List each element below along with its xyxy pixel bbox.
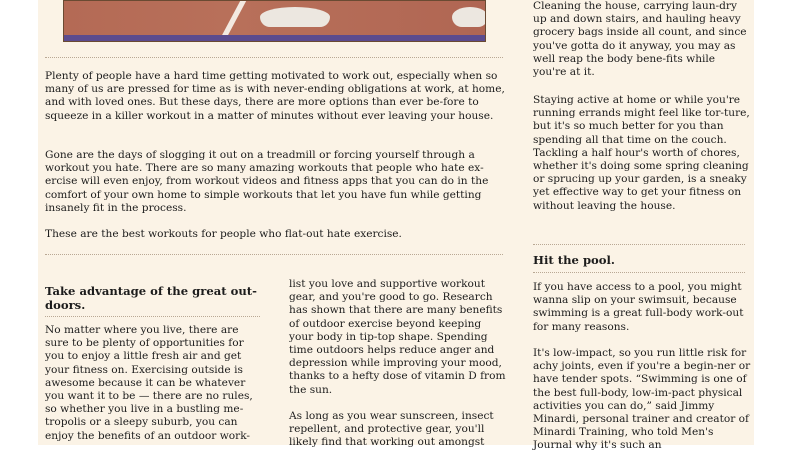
section-divider (45, 254, 503, 255)
outdoors-heading: Take advantage of the great out-doors. (45, 284, 257, 312)
pool-paragraph: If you have access to a pool, you might wanna slip on your swimsuit, because swimming is a great full-body work-out for many reasons. (533, 281, 744, 333)
pool-paragraph: It's low-impact, so you run little risk for achy joints, even if you're a begin-ner or have tender spots. “Swimming is one of the best full-body, low-im-pact physical activities you can do,” said Jimmy Minardi, personal trainer and creator of Minardi Training, who told Men's Journal why it's such an (533, 347, 751, 452)
track-edge-band (64, 35, 485, 41)
outdoors-col2: As long as you wear sunscreen, insect repellent, and protective gear, you'll likely find that working out amongst (289, 410, 494, 449)
sneaker-left (260, 7, 330, 27)
heading-divider (45, 316, 260, 317)
chores-paragraph: Staying active at home or while you're running errands might feel like tor-ture, but it's so much better for you than spending all that time on the couch. Tackling a half hour's worth of chores, whether it's doing some spring cleaning or sprucing up your garden, is a sneaky yet effective way to get your fitness on without leaving the house. (533, 94, 750, 212)
sneaker-right (452, 7, 486, 27)
heading-divider (533, 272, 745, 273)
chores-paragraph: Cleaning the house, carrying laun-dry up and down stairs, and hauling heavy grocery bags inside all count, and since you've gotta do it anyway, you may as well reap the body bene-fits while you're at it. (533, 0, 747, 79)
running-track-photo (63, 0, 486, 42)
intro-paragraph: Gone are the days of slogging it out on a treadmill or forcing yourself through a workout you hate. There are so many amazing workouts that people who hate ex-ercise will even enjoy, from workout videos and fitness apps that you can do in the comfort of your own home to simple workouts that let you have fun while getting insanely fit in the process. (45, 149, 489, 214)
section-divider (45, 57, 503, 58)
section-divider (533, 244, 745, 245)
outdoors-col1: No matter where you live, there are sure to be plenty of opportunities for you to enjoy a little fresh air and get your fitness on. Exercising outside is awesome because it can be whatever you want it to be — there are no rules, so whether you live in a bustling me-tropolis or a sleepy suburb, you can enjoy the benefits of an outdoor work- (45, 324, 253, 442)
intro-paragraph: These are the best workouts for people who flat-out hate exercise. (45, 228, 402, 240)
outdoors-col2: list you love and supportive workout gear, and you're good to go. Research has shown that there are many benefits of outdoor exercise beyond keeping your body in tip-top shape. Spending time outdoors helps reduce anger and depression while improving your mood, thanks to a hefty dose of vitamin D from the sun. (289, 278, 506, 396)
intro-paragraph: Plenty of people have a hard time getting motivated to work out, especially when so many of us are pressed for time as is with never-ending obligations at work, at home, and with loved ones. But these days, there are more options than ever be-fore to squeeze in a killer workout in a matter of minutes without ever leaving your house. (45, 70, 505, 122)
pool-heading: Hit the pool. (533, 253, 615, 267)
